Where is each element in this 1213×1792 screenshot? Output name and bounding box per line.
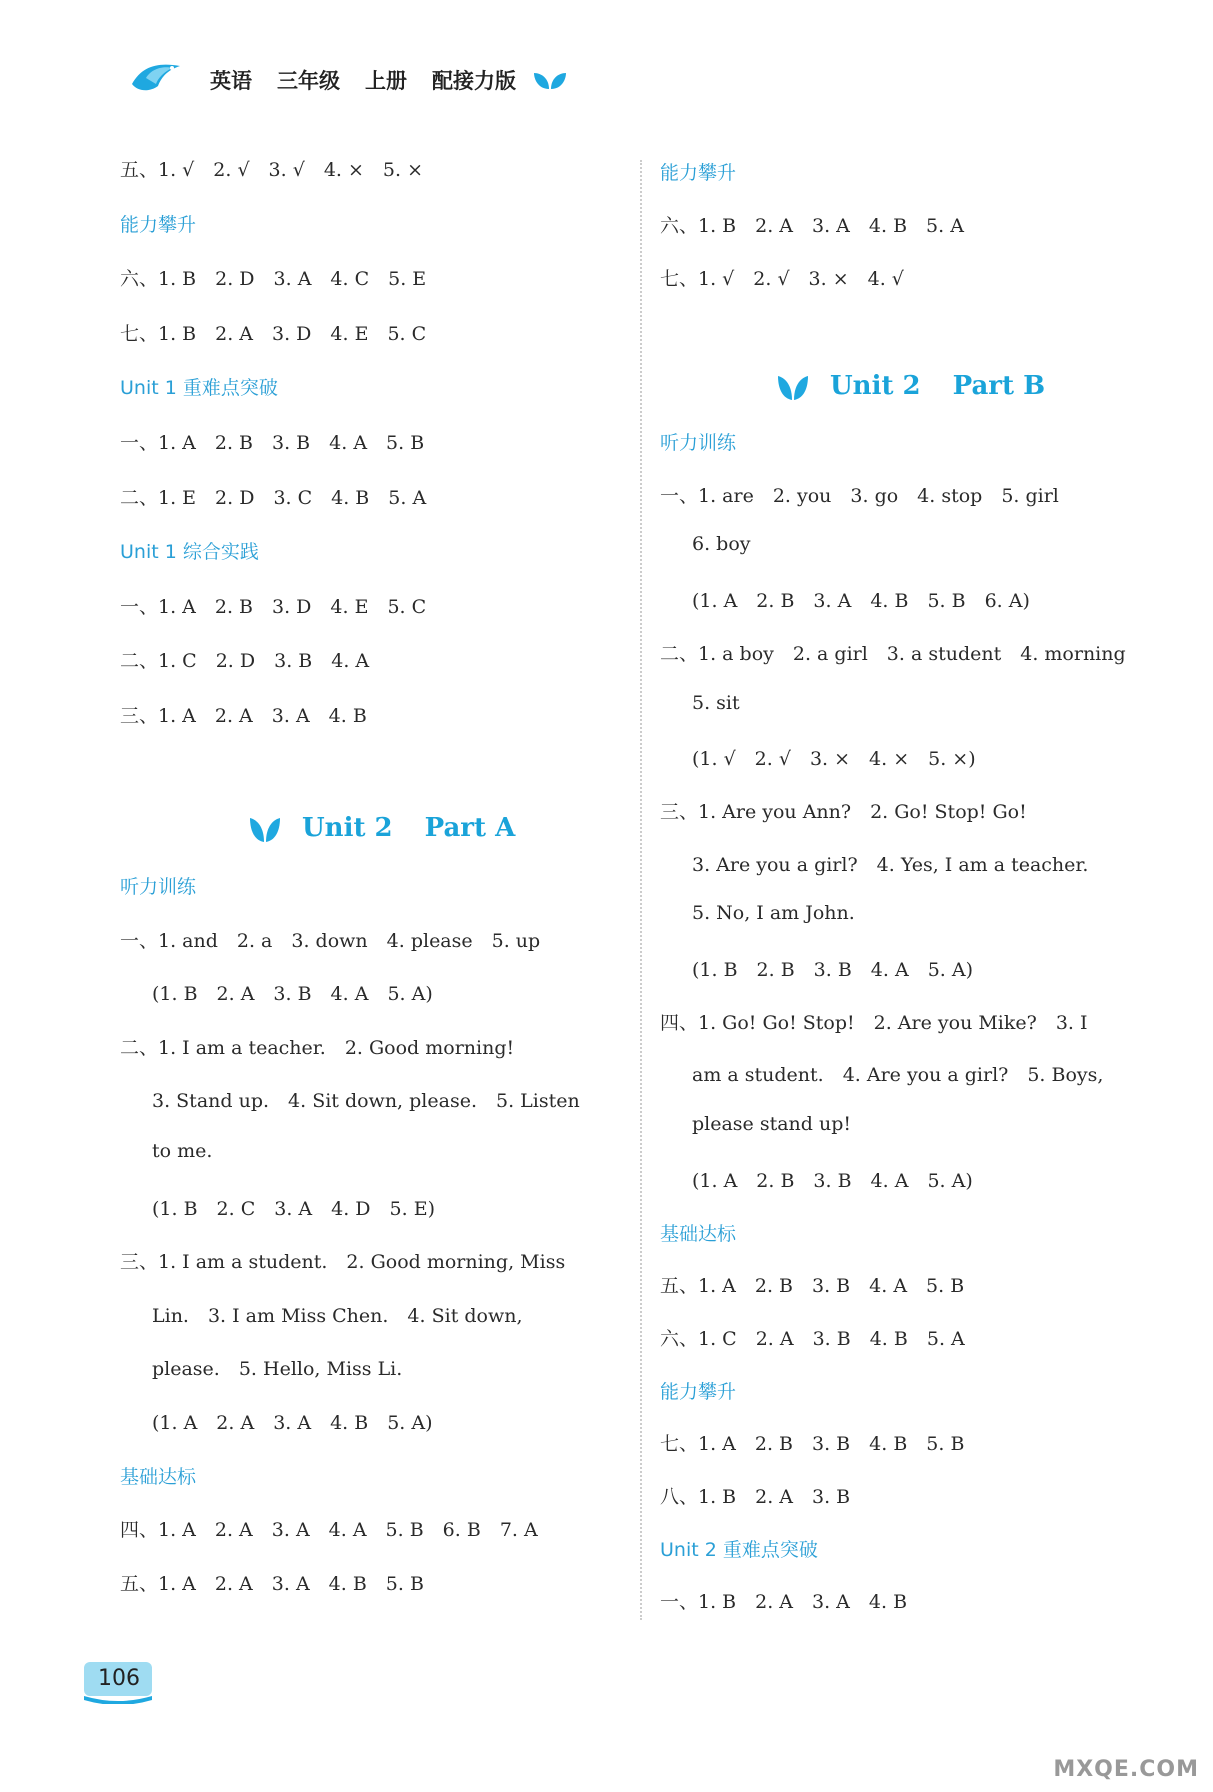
answer-row: 二、1. E 2. D 3. C 4. B 5. A <box>120 486 427 509</box>
header-edition: 配接力版 <box>432 69 516 93</box>
answer-row: 一、1. A 2. B 3. B 4. A 5. B <box>120 432 425 454</box>
column-divider <box>640 160 642 1620</box>
answer-row: (1. √ 2. √ 3. × 4. × 5. ×) <box>692 748 976 771</box>
part-label: Part A <box>424 813 516 843</box>
answer-row: 七、1. A 2. B 3. B 4. B 5. B <box>660 1433 965 1456</box>
answer-row: to me. <box>152 1140 213 1162</box>
answer-row: 四、1. A 2. A 3. A 4. A 5. B 6. B 7. A <box>120 1519 538 1542</box>
answer-row: (1. A 2. A 3. A 4. B 5. A) <box>152 1412 433 1434</box>
answer-row: 五、1. √ 2. √ 3. √ 4. × 5. × <box>120 159 423 181</box>
section-title: 基础达标 <box>660 1222 737 1245</box>
answer-row: 一、1. A 2. B 3. D 4. E 5. C <box>120 595 427 618</box>
section-title: 听力训练 <box>120 876 197 898</box>
answer-row: 三、1. I am a student. 2. Good morning, Miss <box>120 1251 566 1274</box>
header-subject: 英语 <box>210 69 252 93</box>
page-number: 106 <box>98 1666 140 1691</box>
section-title: 听力训练 <box>660 432 737 454</box>
unit-2-part-a-heading <box>248 812 515 844</box>
section-title: Unit 2 重难点突破 <box>660 1538 818 1561</box>
answer-row: (1. A 2. B 3. B 4. A 5. A) <box>692 1169 973 1192</box>
answer-row: 五、1. A 2. A 3. A 4. B 5. B <box>120 1572 424 1595</box>
answer-row: 三、1. A 2. A 3. A 4. B <box>120 705 367 727</box>
answer-row: 二、1. C 2. D 3. B 4. A <box>120 650 370 673</box>
answer-row: 六、1. B 2. D 3. A 4. C 5. E <box>120 268 427 291</box>
answer-row: (1. A 2. B 3. A 4. B 5. B 6. A) <box>692 590 1030 613</box>
section-title: Unit 1 综合实践 <box>120 541 259 564</box>
section-title: 能力攀升 <box>660 1380 737 1403</box>
answer-row: 5. No, I am John. <box>692 902 855 925</box>
answer-row: 五、1. A 2. B 3. B 4. A 5. B <box>660 1275 965 1298</box>
header-grade: 三年级 <box>277 69 340 93</box>
section-title: Unit 1 重难点突破 <box>120 377 278 400</box>
answer-row: please. 5. Hello, Miss Li. <box>152 1358 403 1381</box>
leaf-icon <box>532 69 568 91</box>
answer-row: am a student. 4. Are you a girl? 5. Boys, <box>692 1064 1104 1087</box>
leaf-icon <box>248 812 282 844</box>
section-title: 能力攀升 <box>660 162 737 184</box>
answer-row: please stand up! <box>692 1113 852 1136</box>
answer-row: 一、1. B 2. A 3. A 4. B <box>660 1591 908 1614</box>
answer-row: 二、1. a boy 2. a girl 3. a student 4. morning <box>660 642 1126 665</box>
answer-row: 5. sit <box>692 691 740 714</box>
page-header <box>210 60 568 100</box>
answer-row: 一、1. and 2. a 3. down 4. please 5. up <box>120 929 541 952</box>
answer-row: 四、1. Go! Go! Stop! 2. Are you Mike? 3. I <box>660 1011 1088 1034</box>
answer-row: Lin. 3. I am Miss Chen. 4. Sit down, <box>152 1304 523 1327</box>
answer-row: 八、1. B 2. A 3. B <box>660 1486 851 1508</box>
section-title: 基础达标 <box>120 1465 197 1488</box>
answer-row: 6. boy <box>692 533 751 556</box>
section-title: 能力攀升 <box>120 213 197 236</box>
unit-label: Unit 2 <box>302 813 393 843</box>
answer-row: (1. B 2. A 3. B 4. A 5. A) <box>152 983 433 1006</box>
unit-label: Unit 2 <box>830 371 921 401</box>
leaf-icon <box>776 370 810 402</box>
answer-row: 六、1. C 2. A 3. B 4. B 5. A <box>660 1327 965 1350</box>
unit-2-part-b-heading <box>776 370 1045 402</box>
answer-row: 七、1. B 2. A 3. D 4. E 5. C <box>120 322 427 345</box>
watermark: MXQE.COM <box>1053 1757 1199 1782</box>
answer-row: 3. Stand up. 4. Sit down, please. 5. Listen <box>152 1090 580 1113</box>
answer-row: 六、1. B 2. A 3. A 4. B 5. A <box>660 215 964 237</box>
header-volume: 上册 <box>365 69 407 93</box>
answer-row: 3. Are you a girl? 4. Yes, I am a teacher. <box>692 853 1089 876</box>
answer-row: 七、1. √ 2. √ 3. × 4. √ <box>660 268 904 290</box>
answer-row: (1. B 2. B 3. B 4. A 5. A) <box>692 959 973 981</box>
answer-row: 一、1. are 2. you 3. go 4. stop 5. girl <box>660 484 1059 507</box>
answer-row: 二、1. I am a teacher. 2. Good morning! <box>120 1036 515 1059</box>
bird-logo-icon <box>128 56 184 96</box>
answer-row: (1. B 2. C 3. A 4. D 5. E) <box>152 1197 435 1220</box>
part-label: Part B <box>952 371 1046 401</box>
answer-row: 三、1. Are you Ann? 2. Go! Stop! Go! <box>660 800 1027 823</box>
